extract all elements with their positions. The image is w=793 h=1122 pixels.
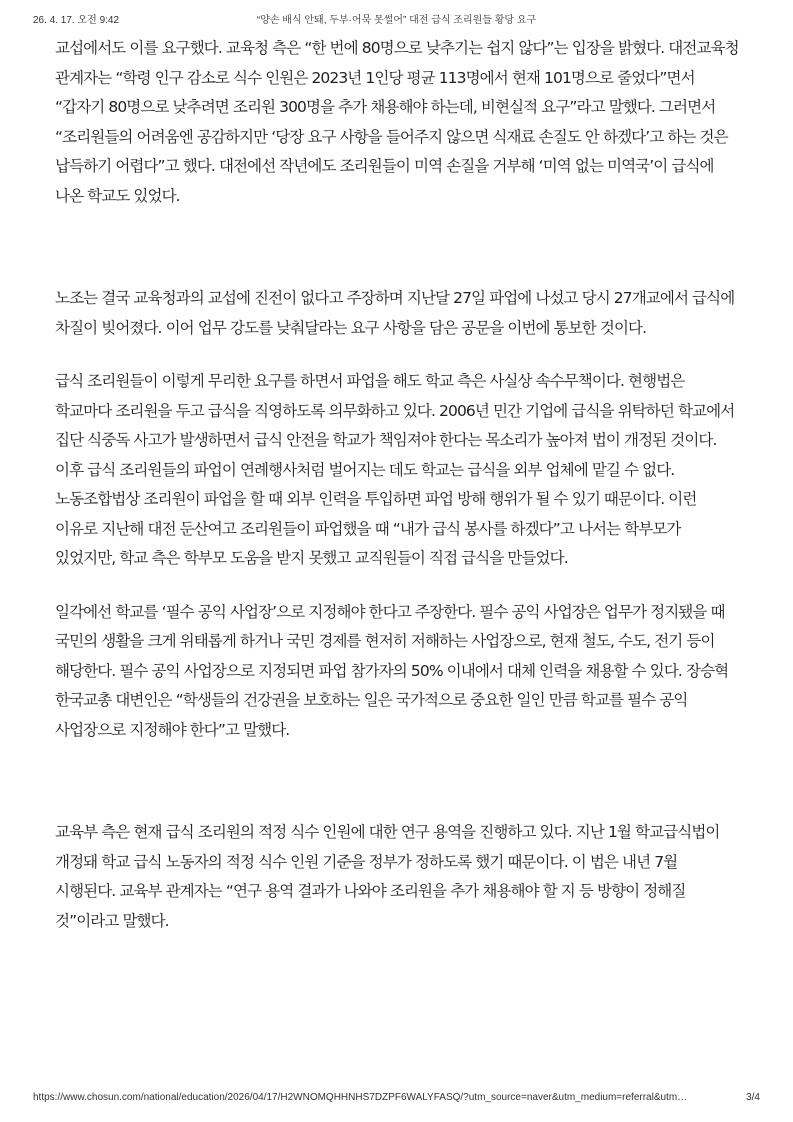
print-header bbox=[0, 0, 793, 28]
print-footer bbox=[0, 1092, 793, 1106]
paragraph-spacer bbox=[55, 343, 740, 367]
article-paragraph: 교섭에서도 이를 요구했다. 교육청 측은 “한 번에 80명으로 낮추기는 쉽지 않다”는 입장을 밝혔다. 대전교육청 관계자는 “학령 인구 감소로 식수 인원은 2023년 1인당 평균 113명에서 현재 101명으로 줄었다”면서 “갑자기 80명으로 낮추려면 조리원 300명을 추가 채용해야 하는데, 비현실적 요구”라고 말했다. 그러면서 “조리원들의 어려움엔 공감하지만 ‘당장 요구 사항을 들어주지 않으면 식재료 손질도 안 하겠다’고 하는 것은 납득하기 어렵다”고 했다. 대전에선 작년에도 조리원들이 미역 손질을 거부해 ‘미역 없는 미역국’이 급식에 나온 학교도 있었다. bbox=[55, 39, 739, 205]
print-date: 26. 4. 17. 오전 9:42 bbox=[33, 15, 120, 26]
article-body bbox=[55, 34, 740, 936]
paragraph-spacer bbox=[55, 211, 740, 284]
article-paragraph: 급식 조리원들이 이렇게 무리한 요구를 하면서 파업을 해도 학교 측은 사실상 속수무책이다. 현행법은 학교마다 조리원을 두고 급식을 직영하도록 의무화하고 있다. 2006년 민간 기업에 급식을 위탁하던 학교에서 집단 식중독 사고가 발생하면서 급식 안전을 학교가 책임져야 한다는 목소리가 높아져 법이 개정된 것이다. 이후 급식 조리원들의 파업이 연례행사처럼 벌어지는 데도 학교는 급식을 외부 업체에 맡길 수 없다. 노동조합법상 조리원이 파업을 할 때 외부 인력을 투입하면 파업 방해 행위가 될 수 있기 때문이다. 이런 이유로 지난해 대전 둔산여고 조리원들이 파업했을 때 “내가 급식 봉사를 하겠다”고 나서는 학부모가 있었지만, 학교 측은 학부모 도움을 받지 못했고 교직원들이 직접 급식을 만들었다. bbox=[55, 372, 735, 567]
print-page-title: “양손 배식 안돼, 두부·어묵 못썰어” 대전 급식 조리원들 황당 요구 bbox=[256, 15, 537, 26]
article-paragraph: 교육부 측은 현재 급식 조리원의 적정 식수 인원에 대한 연구 용역을 진행하고 있다. 지난 1월 학교급식법이 개정돼 학교 급식 노동자의 적정 식수 인원 기준을 정부가 정하도록 했기 때문이다. 이 법은 내년 7월 시행된다. 교육부 관계자는 “연구 용역 결과가 나와야 조리원을 추가 채용해야 할 지 등 방향이 정해질 것”이라고 말했다. bbox=[55, 823, 720, 930]
print-url[interactable]: https://www.chosun.com/national/education/2026/04/17/H2WNOMQHHNHS7DZPF6WALYFASQ/?utm_source=naver&utm_medium=referral&utm… bbox=[33, 1092, 688, 1103]
article-paragraph: 노조는 결국 교육청과의 교섭에 진전이 없다고 주장하며 지난달 27일 파업에 나섰고 당시 27개교에서 급식에 차질이 빚어졌다. 이어 업무 강도를 낮춰달라는 요구 사항을 담은 공문을 이번에 통보한 것이다. bbox=[55, 289, 735, 337]
paragraph-spacer bbox=[55, 745, 740, 818]
paragraph-spacer bbox=[55, 574, 740, 598]
page-number: 3/4 bbox=[746, 1092, 760, 1103]
article-paragraph: 일각에선 학교를 ‘필수 공익 사업장’으로 지정해야 한다고 주장한다. 필수 공익 사업장은 업무가 정지됐을 때 국민의 생활을 크게 위태롭게 하거나 국민 경제를 현저히 저해하는 사업장으로, 현재 철도, 수도, 전기 등이 해당한다. 필수 공익 사업장으로 지정되면 파업 참가자의 50% 이내에서 대체 인력을 채용할 수 있다. 장승혁 한국교총 대변인은 “학생들의 건강권을 보호하는 일은 국가적으로 중요한 일인 만큼 학교를 필수 공익 사업장으로 지정해야 한다”고 말했다. bbox=[55, 602, 729, 739]
